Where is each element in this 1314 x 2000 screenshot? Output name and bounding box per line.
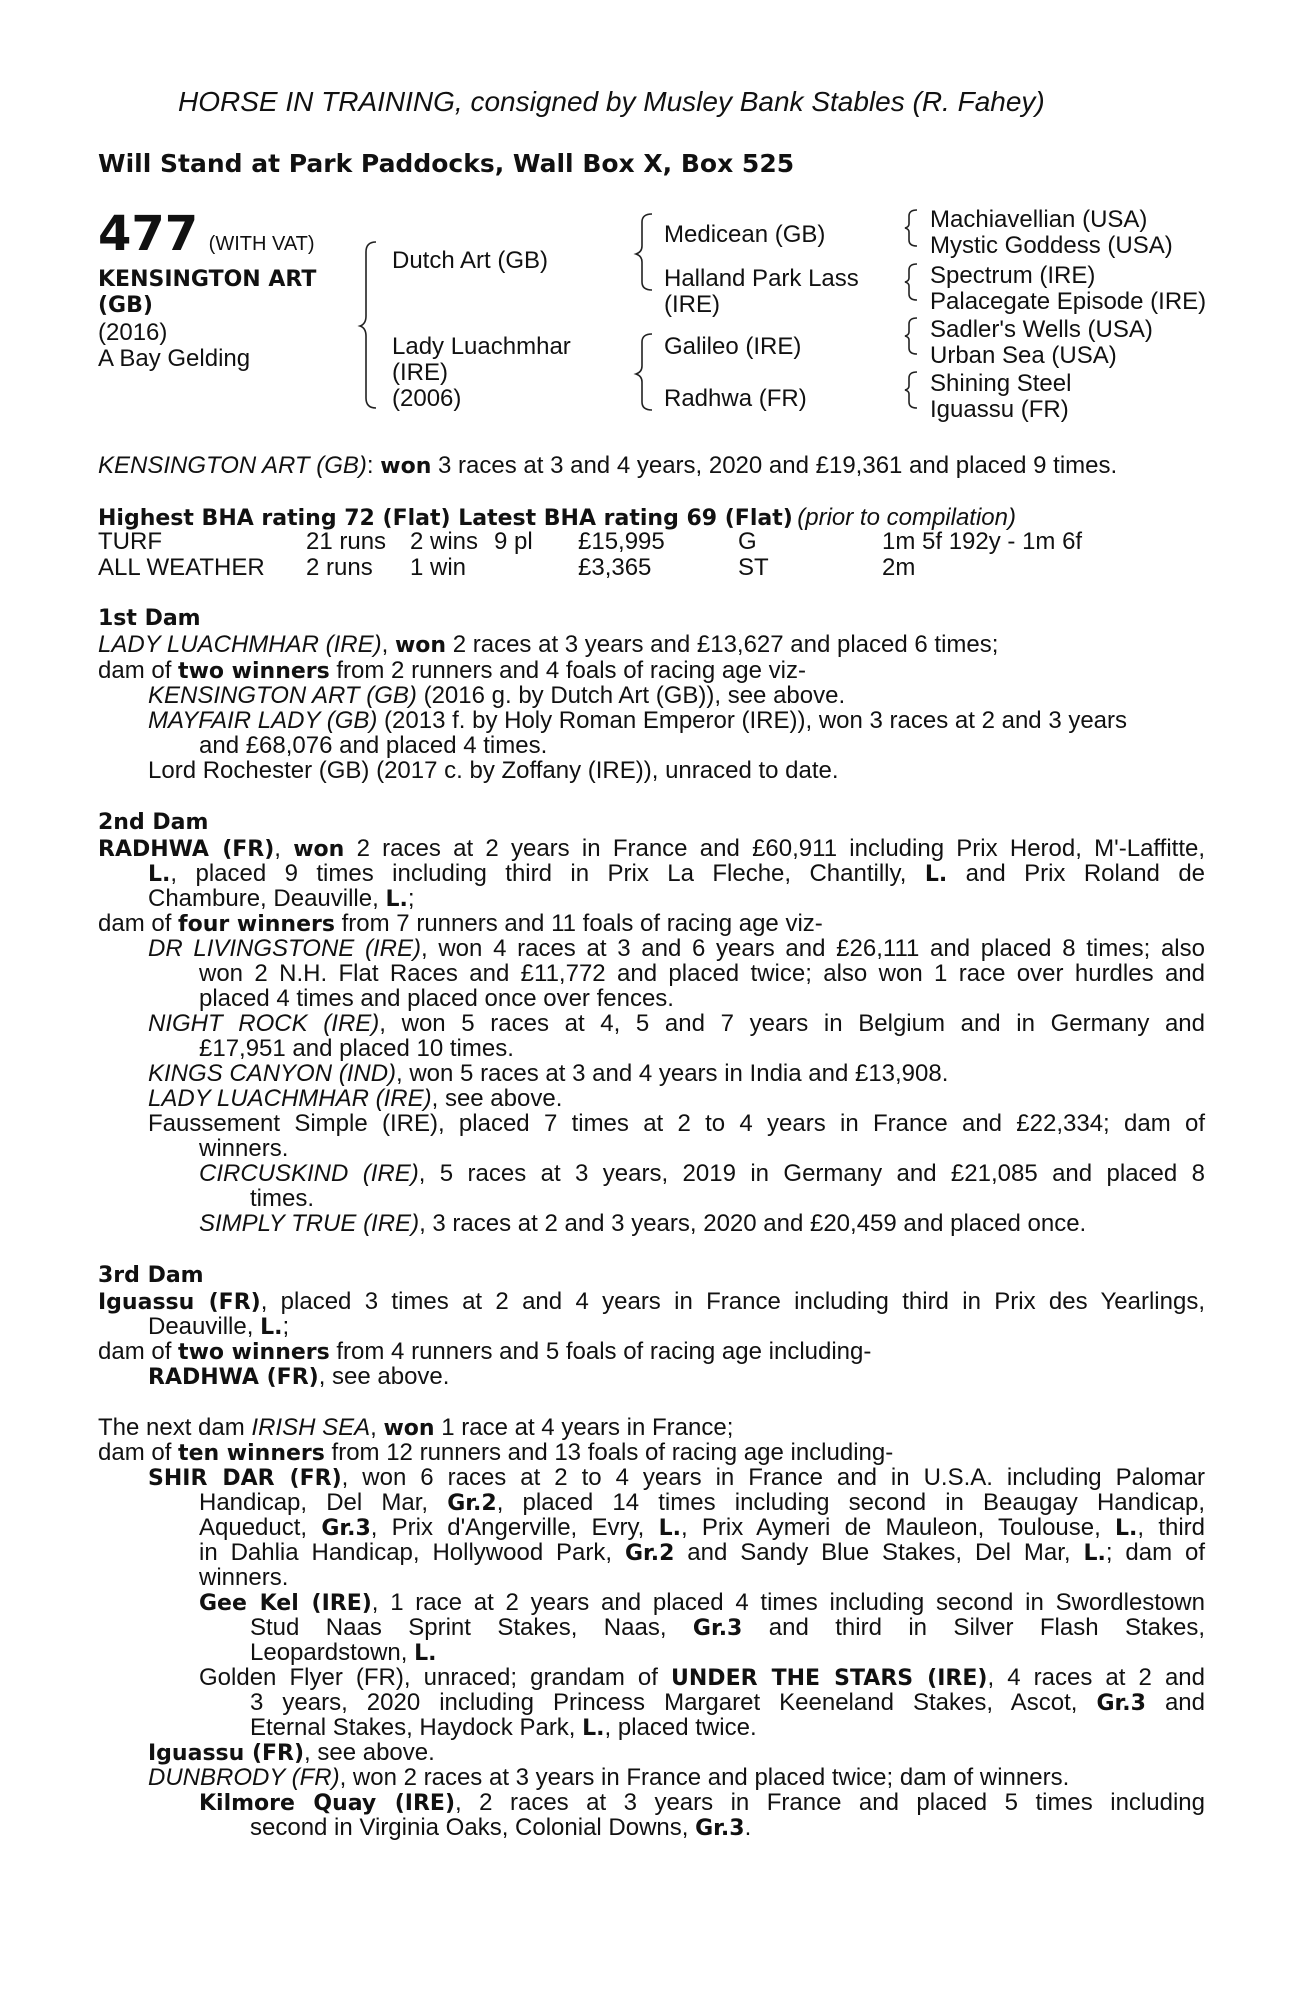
lot-number: 477: [98, 206, 199, 262]
sire-dam: Halland Park Lass: [664, 265, 859, 292]
shirdar-line3: Aqueduct, Gr.3, Prix d'Angerville, Evry, L., Prix Aymeri de Mauleon, Toulouse, L., third: [199, 1514, 1206, 1541]
race-summary: KENSINGTON ART (GB): won 3 races at 3 and 4 years, 2020 and £19,361 and placed 9 times.: [98, 452, 1118, 479]
next-dam-line: The next dam IRISH SEA, won 1 race at 4 years in France;: [98, 1414, 734, 1441]
horse-year: (2016): [98, 319, 168, 346]
sire-sire: Medicean (GB): [664, 221, 826, 248]
circuskind-line2: times.: [250, 1185, 315, 1212]
ladyluachmhar-line: LADY LUACHMHAR (IRE), see above.: [148, 1085, 563, 1112]
produce-rochester: Lord Rochester (GB) (2017 c. by Zoffany (IRE)), unraced to date.: [148, 757, 839, 784]
nightrock-line2: £17,951 and placed 10 times.: [199, 1035, 514, 1062]
kingscanyon-line: KINGS CANYON (IND), won 5 races at 3 and 4 years in India and £13,908.: [148, 1060, 949, 1087]
first-dam-heading: 1st Dam: [98, 606, 201, 631]
radhwa-line2: L., placed 9 times including third in Prix La Fleche, Chantilly, L. and Prix Roland de: [148, 860, 1206, 887]
kilmore-line2: second in Virginia Oaks, Colonial Downs, Gr.3.: [250, 1814, 752, 1841]
iguassu-line2: Deauville, L.;: [148, 1313, 290, 1340]
catalogue-title: HORSE IN TRAINING, consigned by Musley Bank Stables (R. Fahey): [178, 86, 1045, 117]
geekel-line2: Stud Naas Sprint Stakes, Naas, Gr.3 and third in Silver Flash Stakes,: [250, 1614, 1206, 1641]
g3-6: Urban Sea (USA): [930, 342, 1117, 369]
drlivingstone-line1: DR LIVINGSTONE (IRE), won 4 races at 3 and 6 years and £26,111 and placed 8 times; also: [148, 935, 1205, 962]
dam-dam: Radhwa (FR): [664, 385, 807, 412]
first-dam-line: LADY LUACHMHAR (IRE), won 2 races at 3 years and £13,627 and placed 6 times;: [98, 631, 999, 658]
brace-g3-2: [905, 262, 919, 302]
third-dam-heading: 3rd Dam: [98, 1263, 204, 1288]
iguassu-line1: Iguassu (FR), placed 3 times at 2 and 4 years in France including third in Prix des Yearlings,: [98, 1288, 1205, 1315]
goldenflyer-line3: Eternal Stakes, Haydock Park, L., placed twice.: [250, 1714, 757, 1741]
iguassu-produce: dam of two winners from 4 runners and 5 foals of racing age including-: [98, 1338, 872, 1365]
goldenflyer-line2: 3 years, 2020 including Princess Margaret Keeneland Stakes, Ascot, Gr.3 and: [250, 1689, 1205, 1716]
dunbrody-line: DUNBRODY (FR), won 2 races at 3 years in France and placed twice; dam of winners.: [148, 1764, 1070, 1791]
radhwa-line3: Chambure, Deauville, L.;: [148, 885, 415, 912]
dam-year: (2006): [392, 385, 462, 412]
drlivingstone-line3: placed 4 times and placed once over fences.: [199, 985, 674, 1012]
g3-4: Palacegate Episode (IRE): [930, 288, 1207, 315]
geekel-line3: Leopardstown, L.: [250, 1639, 437, 1666]
faussement-line2: winners.: [199, 1135, 289, 1162]
dam-sire: Galileo (IRE): [664, 333, 802, 360]
shirdar-line5: winners.: [199, 1564, 289, 1591]
produce-mayfair: MAYFAIR LADY (GB) (2013 f. by Holy Roman Emperor (IRE)), won 3 races at 2 and 3 years: [148, 707, 1128, 734]
dam-name: Lady Luachmhar: [392, 333, 571, 360]
dam-origin: (IRE): [392, 359, 448, 386]
produce-mayfair-cont: and £68,076 and placed 4 times.: [199, 732, 548, 759]
g3-5: Sadler's Wells (USA): [930, 316, 1153, 343]
circuskind-line1: CIRCUSKIND (IRE), 5 races at 3 years, 2019 in Germany and £21,085 and placed 8: [199, 1160, 1205, 1187]
kilmore-line1: Kilmore Quay (IRE), 2 races at 3 years in France and placed 5 times including: [199, 1789, 1205, 1816]
g3-2: Mystic Goddess (USA): [930, 232, 1173, 259]
produce-kensington: KENSINGTON ART (GB) (2016 g. by Dutch Art (GB)), see above.: [148, 682, 846, 709]
brace-g3-4: [905, 370, 919, 410]
sire-name: Dutch Art (GB): [392, 247, 549, 274]
faussement-line1: Faussement Simple (IRE), placed 7 times at 2 to 4 years in France and £22,334; dam of: [148, 1110, 1205, 1137]
radhwa-line1: RADHWA (FR), won 2 races at 2 years in France and £60,911 including Prix Herod, M'-Laffitte,: [98, 835, 1206, 862]
g3-1: Machiavellian (USA): [930, 206, 1148, 233]
simplytrue-line: SIMPLY TRUE (IRE), 3 races at 2 and 3 years, 2020 and £20,459 and placed once.: [199, 1210, 1087, 1237]
drlivingstone-line2: won 2 N.H. Flat Races and £11,772 and placed twice; also won 1 race over hurdles and: [199, 960, 1205, 987]
lot-header: [98, 206, 315, 262]
next-dam-produce: dam of ten winners from 12 runners and 13 foals of racing age including-: [98, 1439, 894, 1466]
vat-label: (WITH VAT): [208, 233, 315, 255]
iguassu-radhwa: RADHWA (FR), see above.: [148, 1363, 450, 1390]
second-dam-heading: 2nd Dam: [98, 810, 209, 835]
brace-g3-3: [905, 316, 919, 356]
geekel-line1: Gee Kel (IRE), 1 race at 2 years and placed 4 times including second in Swordlestown: [199, 1589, 1205, 1616]
horse-origin: (GB): [98, 293, 153, 318]
shirdar-line2: Handicap, Del Mar, Gr.2, placed 14 times including second in Beaugay Handicap,: [199, 1489, 1206, 1516]
shirdar-line1: SHIR DAR (FR), won 6 races at 2 to 4 years in France and in U.S.A. including Palomar: [148, 1464, 1206, 1491]
iguassu-ref: Iguassu (FR), see above.: [148, 1739, 435, 1766]
g3-3: Spectrum (IRE): [930, 262, 1096, 289]
stand-location: Will Stand at Park Paddocks, Wall Box X, Box 525: [98, 149, 795, 178]
horse-description: A Bay Gelding: [98, 345, 251, 372]
nightrock-line1: NIGHT ROCK (IRE), won 5 races at 4, 5 and 7 years in Belgium and in Germany and: [148, 1010, 1206, 1037]
sire-dam-origin: (IRE): [664, 291, 720, 318]
sire-line-brace: [636, 212, 656, 292]
g3-7: Shining Steel: [930, 370, 1072, 397]
horse-name: KENSINGTON ART: [98, 267, 317, 292]
goldenflyer-line1: Golden Flyer (FR), unraced; grandam of UNDER THE STARS (IRE), 4 races at 2 and: [199, 1664, 1206, 1691]
first-dam-produce: dam of two winners from 2 runners and 4 foals of racing age viz-: [98, 657, 806, 684]
brace-g3-1: [905, 208, 919, 248]
bha-rating: Highest BHA rating 72 (Flat) Latest BHA rating 69 (Flat) (prior to compilation): [98, 504, 1016, 531]
dam-line-brace: [636, 332, 656, 412]
radhwa-produce: dam of four winners from 7 runners and 11 foals of racing age viz-: [98, 910, 823, 937]
sire-dam-brace: [360, 240, 380, 410]
shirdar-line4: in Dahlia Handicap, Hollywood Park, Gr.2 and Sandy Blue Stakes, Del Mar, L.; dam of: [199, 1539, 1205, 1566]
g3-8: Iguassu (FR): [930, 396, 1069, 423]
